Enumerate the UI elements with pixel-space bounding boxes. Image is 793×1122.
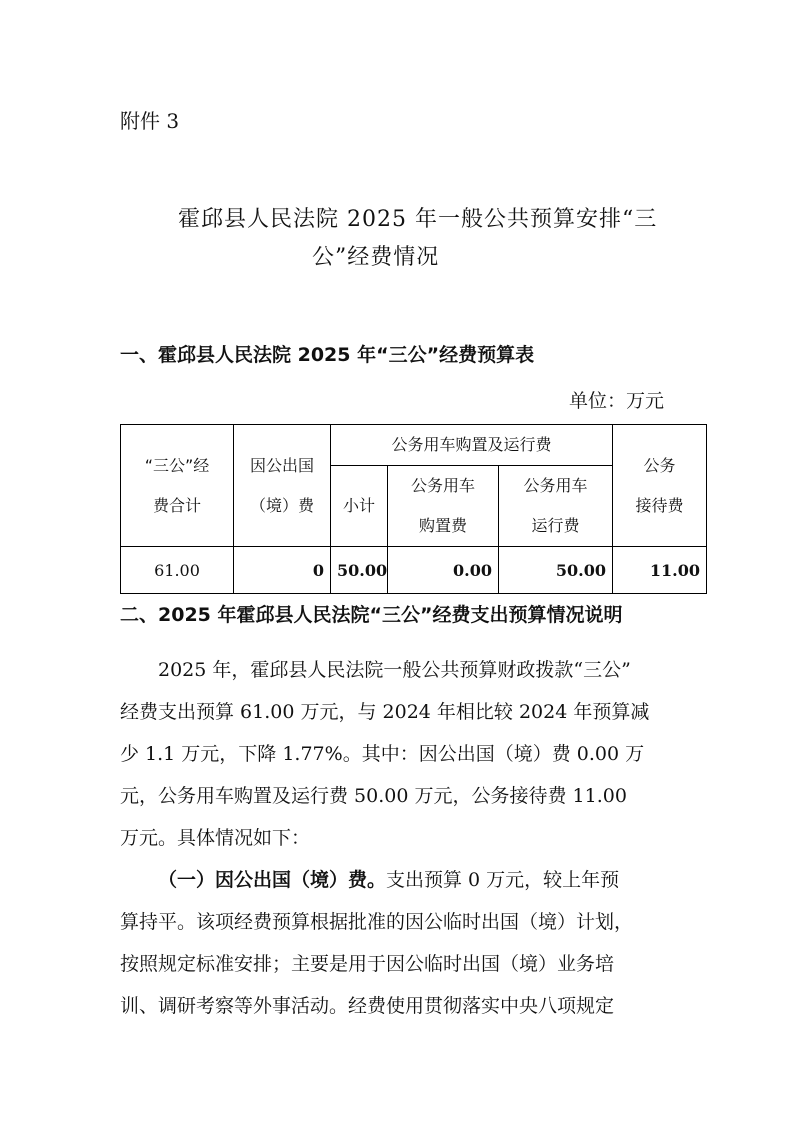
document-title-line-1: 霍邱县人民法院 2025 年一般公共预算安排“三: [178, 207, 658, 232]
paragraph-1-line-2: 经费支出预算 61.00 万元，与 2024 年相比较 2024 年预算减: [120, 701, 650, 723]
header-purchase: [388, 466, 499, 547]
table-row: [121, 547, 707, 594]
document-title-line-2: 公”经费情况: [312, 245, 440, 270]
header-purchase-line-1: 公务用车: [410, 476, 475, 495]
section-2-heading: 二、2025 年霍邱县人民法院“三公”经费支出预算情况说明: [120, 604, 623, 626]
header-subtotal: 小计: [331, 466, 388, 547]
header-reception-line-1: 公务: [643, 455, 676, 475]
header-operation-line-1: 公务用车: [523, 476, 588, 495]
subsection-1-label: （一）因公出国（境）费。: [158, 869, 387, 891]
cell-total: 61.00: [121, 547, 234, 594]
paragraph-2-line-1: [158, 865, 619, 892]
header-reception: [613, 425, 707, 547]
section-1-heading: 一、霍邱县人民法院 2025 年“三公”经费预算表: [120, 344, 535, 366]
paragraph-2-line-4: 训、调研考察等外事活动。经费使用贯彻落实中央八项规定: [120, 995, 615, 1017]
header-total: [121, 425, 234, 547]
unit-label: 单位：万元: [569, 390, 665, 412]
paragraph-1-line-3: 少 1.1 万元，下降 1.77%。其中：因公出国（境）费 0.00 万: [120, 743, 645, 765]
header-total-line-2: 费合计: [152, 495, 201, 515]
paragraph-2-line-1-text: 支出预算 0 万元，较上年预: [386, 869, 620, 891]
paragraph-2-line-2: 算持平。该项经费预算根据批准的因公临时出国（境）计划，: [120, 911, 634, 933]
header-vehicle-group: 公务用车购置及运行费: [331, 425, 613, 466]
cell-operation: 50.00: [499, 547, 613, 594]
header-operation: [499, 466, 613, 547]
header-abroad-line-1: 因公出国: [249, 455, 314, 475]
cell-abroad: 0: [234, 547, 331, 594]
paragraph-1-line-5: 万元。具体情况如下：: [120, 827, 311, 849]
cell-subtotal: 50.00: [331, 547, 388, 594]
budget-table: [120, 424, 707, 594]
header-purchase-line-2: 购置费: [418, 516, 467, 535]
paragraph-2-line-3: 按照规定标准安排；主要是用于因公临时出国（境）业务培: [120, 953, 615, 975]
header-operation-line-2: 运行费: [531, 516, 580, 535]
attachment-label: 附件 3: [120, 109, 180, 133]
header-reception-line-2: 接待费: [635, 495, 684, 515]
header-abroad: [234, 425, 331, 547]
header-abroad-line-2: （境）费: [249, 495, 314, 515]
paragraph-1-line-1: 2025 年，霍邱县人民法院一般公共预算财政拨款“三公”: [158, 659, 631, 681]
cell-reception: 11.00: [613, 547, 707, 594]
cell-purchase: 0.00: [388, 547, 499, 594]
paragraph-1-line-4: 元，公务用车购置及运行费 50.00 万元，公务接待费 11.00: [120, 785, 627, 807]
header-total-line-1: “三公”经: [144, 455, 210, 475]
